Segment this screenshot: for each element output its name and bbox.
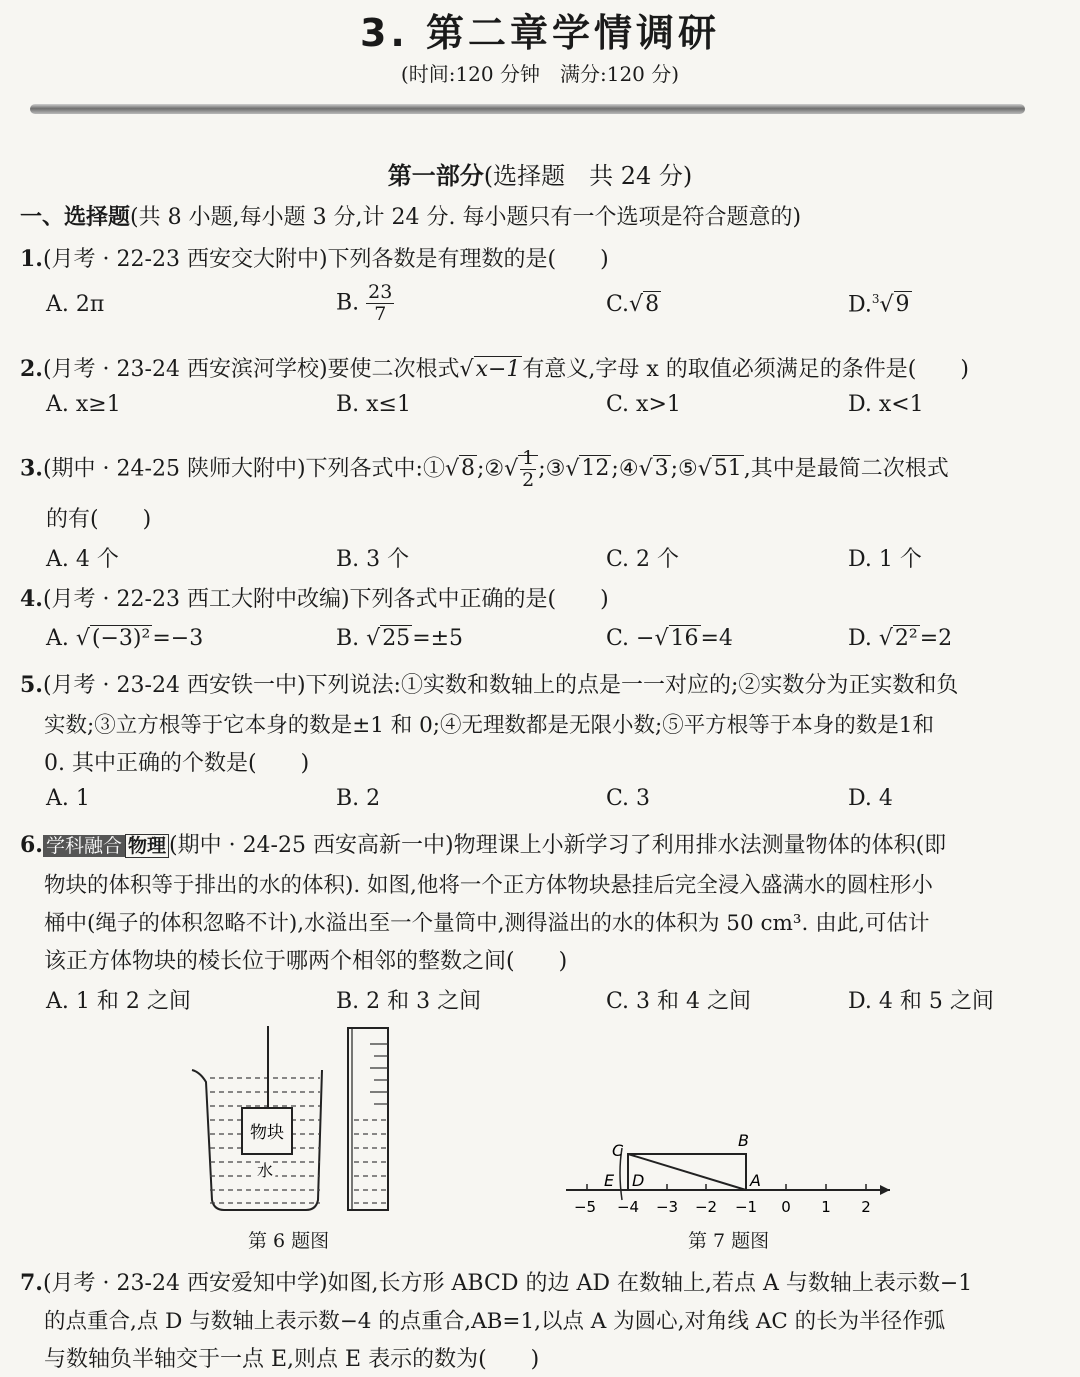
q4-option-d: D. √2²=2 [848, 626, 953, 651]
q2-text-a: 要使二次根式 [327, 357, 460, 382]
section-heading [20, 200, 801, 231]
label-d: D [632, 1171, 645, 1190]
q2-option-a: A. x≥1 [46, 392, 121, 417]
question-7 [20, 1266, 972, 1297]
part-title [0, 156, 1080, 191]
q6-option-b: B. 2 和 3 之间 [336, 989, 482, 1014]
q4-a-radicand: (−3)² [91, 626, 151, 651]
q1-option-c-radicand: 8 [645, 292, 660, 317]
tick-label: 2 [861, 1198, 871, 1216]
q7-line-2: 的点重合,点 D 与数轴上表示数−4 的点重合,AB=1,以点 A 为圆心,对角线 AC 的长为半径作弧 [44, 1309, 946, 1334]
q1-option-d-prefix: D. [848, 292, 872, 318]
q3-option-c: C. 2 个 [606, 547, 680, 572]
q4-d-prefix: D. [848, 626, 872, 651]
q2-option-d: D. x<1 [848, 392, 924, 417]
q5-line-3: 0. 其中正确的个数是( ) [44, 751, 310, 776]
q6-line-3: 桶中(绳子的体积忽略不计),水溢出至一个量筒中,测得溢出的水的体积为 50 cm³. 由此,可估计 [44, 911, 930, 936]
q5-option-d: D. 4 [848, 786, 893, 811]
tick-label: −3 [655, 1198, 679, 1216]
q6-option-a: A. 1 和 2 之间 [46, 989, 191, 1014]
q6-option-c: C. 3 和 4 之间 [606, 989, 752, 1014]
q4-a-prefix: A. [46, 626, 69, 651]
measuring-cylinder [348, 1028, 388, 1210]
q1-option-d: D.$^3$√9 [848, 292, 910, 318]
question-5 [20, 668, 958, 699]
question-3: 3.(期中 · 24-25 陕师大附中)下列各式中:①√8;②√ $\frac{1}{2}$ ;③√12;④√3;⑤√51,其中是最简二次根式 [20, 447, 949, 491]
q4-b-radicand: 25 [382, 626, 411, 651]
q3-text-b: ,其中是最简二次根式 [743, 456, 949, 482]
section-label: 一、选择题 [20, 204, 131, 230]
tick-label: 0 [781, 1198, 791, 1216]
label-b: B [738, 1131, 749, 1150]
physics-tag: 物理 [125, 834, 169, 858]
q3-source: (期中 · 24-25 陕师大附中) [42, 456, 306, 482]
q6-line-2: 物块的体积等于排出的水的体积). 如图,他将一个正方体物块悬挂后完全浸入盛满水的圆柱形小 [44, 873, 933, 898]
q1-source: (月考 · 22-23 西安交大附中) [42, 247, 328, 272]
q1-option-c: C.√8 [606, 292, 660, 317]
q7-line-3: 与数轴负半轴交于一点 E,则点 E 表示的数为( ) [44, 1347, 540, 1372]
q3-radicand-4: 3 [654, 456, 669, 482]
q4-text: 下列各式中正确的是( ) [349, 587, 609, 612]
part-title-note: (选择题 共 24 分) [483, 162, 693, 190]
part-title-label: 第一部分 [387, 161, 484, 190]
q3-radicand-3: 12 [581, 456, 610, 482]
section-desc: (共 8 小题,每小题 3 分,计 24 分. 每小题只有一个选项是符合题意的) [130, 205, 802, 230]
q4-option-c: C. −√16=4 [606, 626, 733, 651]
q4-d-radicand: 2² [894, 626, 918, 651]
q1-text: 下列各数是有理数的是( ) [327, 247, 609, 272]
q1-b-numerator: 23 [368, 281, 393, 303]
question-4 [20, 582, 609, 613]
q4-c-prefix: C. − [606, 626, 655, 651]
label-e: E [604, 1171, 615, 1190]
question-2: 2.(月考 · 23-24 西安滨河学校)要使二次根式√x−1有意义,字母 x 的取值必须满足的条件是( ) [20, 356, 969, 382]
q3-sep-2: ;② [476, 456, 505, 482]
q3-frac-numerator: 1 [522, 447, 535, 469]
q5-line-1: 下列说法:①实数和数轴上的点是一一对应的;②实数分为正实数和负 [305, 673, 959, 698]
subject-fusion-tag: 学科融合 [43, 835, 125, 857]
q1-number: 1. [20, 246, 43, 272]
q3-radicand-1: 8 [460, 456, 475, 482]
q2-option-c: C. x>1 [606, 392, 681, 417]
q4-c-radicand: 16 [670, 626, 699, 651]
q3-option-a: A. 4 个 [46, 547, 119, 572]
figure-7 [560, 1126, 900, 1226]
water-label: 水 [256, 1161, 274, 1180]
q7-source: (月考 · 23-24 西安爱知中学) [42, 1271, 328, 1296]
q5-option-b: B. 2 [336, 786, 381, 811]
q1-option-b [336, 282, 394, 325]
page-title: 3. 第二章学情调研 [359, 11, 721, 55]
label-a: A [750, 1171, 761, 1190]
q3-option-d: D. 1 个 [848, 547, 922, 572]
q2-source: (月考 · 23-24 西安滨河学校) [42, 357, 328, 382]
q7-line-1: 如图,长方形 ABCD 的边 AD 在数轴上,若点 A 与数轴上表示数−1 [327, 1271, 973, 1296]
q4-option-b: B. √25=±5 [336, 626, 464, 651]
header-divider [30, 104, 1025, 114]
q5-line-2: 实数;③立方根等于它本身的数是±1 和 0;④无理数都是无限小数;⑤平方根等于本身的数是1和 [44, 713, 934, 738]
label-c: C [612, 1141, 624, 1160]
figure-6 [180, 1020, 410, 1220]
q1-option-c-prefix: C. [606, 292, 630, 317]
q7-number: 7. [20, 1270, 43, 1296]
q4-source: (月考 · 22-23 西工大附中改编) [42, 587, 350, 612]
q3-option-b: B. 3 个 [336, 547, 410, 572]
q4-a-result: =−3 [152, 626, 204, 651]
diagonal-ac [628, 1154, 746, 1190]
figure-7-caption: 第 7 题图 [688, 1230, 770, 1252]
q3-radicand-2 [518, 447, 538, 491]
q4-c-result: =4 [700, 626, 733, 651]
q6-line-4: 该正方体物块的棱长位于哪两个相邻的整数之间( ) [44, 949, 568, 974]
question-1 [20, 242, 609, 273]
q3-number: 3. [20, 455, 43, 482]
exam-meta: (时间:120 分钟 满分:120 分) [400, 62, 680, 86]
axis-arrow [880, 1185, 890, 1195]
tick-label: −2 [694, 1198, 718, 1216]
q1-option-b-fraction [366, 282, 394, 325]
q3-text-a: 下列各式中:① [305, 456, 445, 482]
q4-d-result: =2 [919, 626, 953, 651]
tick-label: 1 [821, 1198, 831, 1216]
q4-b-result: =±5 [412, 626, 464, 651]
q3-sep-3: ;③ [538, 456, 566, 482]
q4-number: 4. [20, 586, 43, 612]
q6-number: 6. [20, 832, 43, 858]
tick-label: −1 [734, 1198, 758, 1216]
q1-b-denominator: 7 [374, 302, 387, 325]
q1-option-d-radicand: 9 [895, 292, 910, 318]
q1-option-d-index: 3 [871, 292, 880, 306]
q3-radicand-5: 51 [713, 456, 742, 482]
q6-line-1: 物理课上小新学习了利用排水法测量物体的体积(即 [453, 833, 947, 858]
q5-source: (月考 · 23-24 西安铁一中) [42, 673, 306, 698]
q2-radicand: x−1 [475, 357, 521, 382]
q2-number: 2. [20, 356, 43, 382]
q5-option-c: C. 3 [606, 786, 651, 811]
q2-option-b: B. x≤1 [336, 392, 411, 417]
q3-sep-4: ;④ [611, 456, 639, 482]
figure-6-caption: 第 6 题图 [248, 1230, 330, 1252]
q5-number: 5. [20, 672, 43, 698]
q3-sep-5: ;⑤ [670, 456, 698, 482]
q6-source: (期中 · 24-25 西安高新一中) [169, 833, 454, 858]
q4-option-a: A. √(−3)²=−3 [46, 626, 204, 651]
block-label: 物块 [250, 1123, 284, 1143]
q6-option-d: D. 4 和 5 之间 [848, 989, 994, 1014]
tick-label: −5 [573, 1198, 597, 1216]
q3-line-2: 的有( ) [46, 507, 152, 532]
q1-option-a: A. 2π [46, 292, 105, 317]
q5-option-a: A. 1 [46, 786, 90, 811]
q4-b-prefix: B. [336, 626, 360, 651]
tick-label: −4 [616, 1198, 640, 1216]
tick-labels [574, 1198, 871, 1216]
q3-fraction [520, 448, 536, 491]
question-6 [20, 828, 946, 859]
q1-option-b-prefix: B. [336, 290, 360, 316]
q2-text-b: 有意义,字母 x 的取值必须满足的条件是( ) [522, 357, 969, 382]
q3-frac-denominator: 2 [522, 468, 535, 491]
